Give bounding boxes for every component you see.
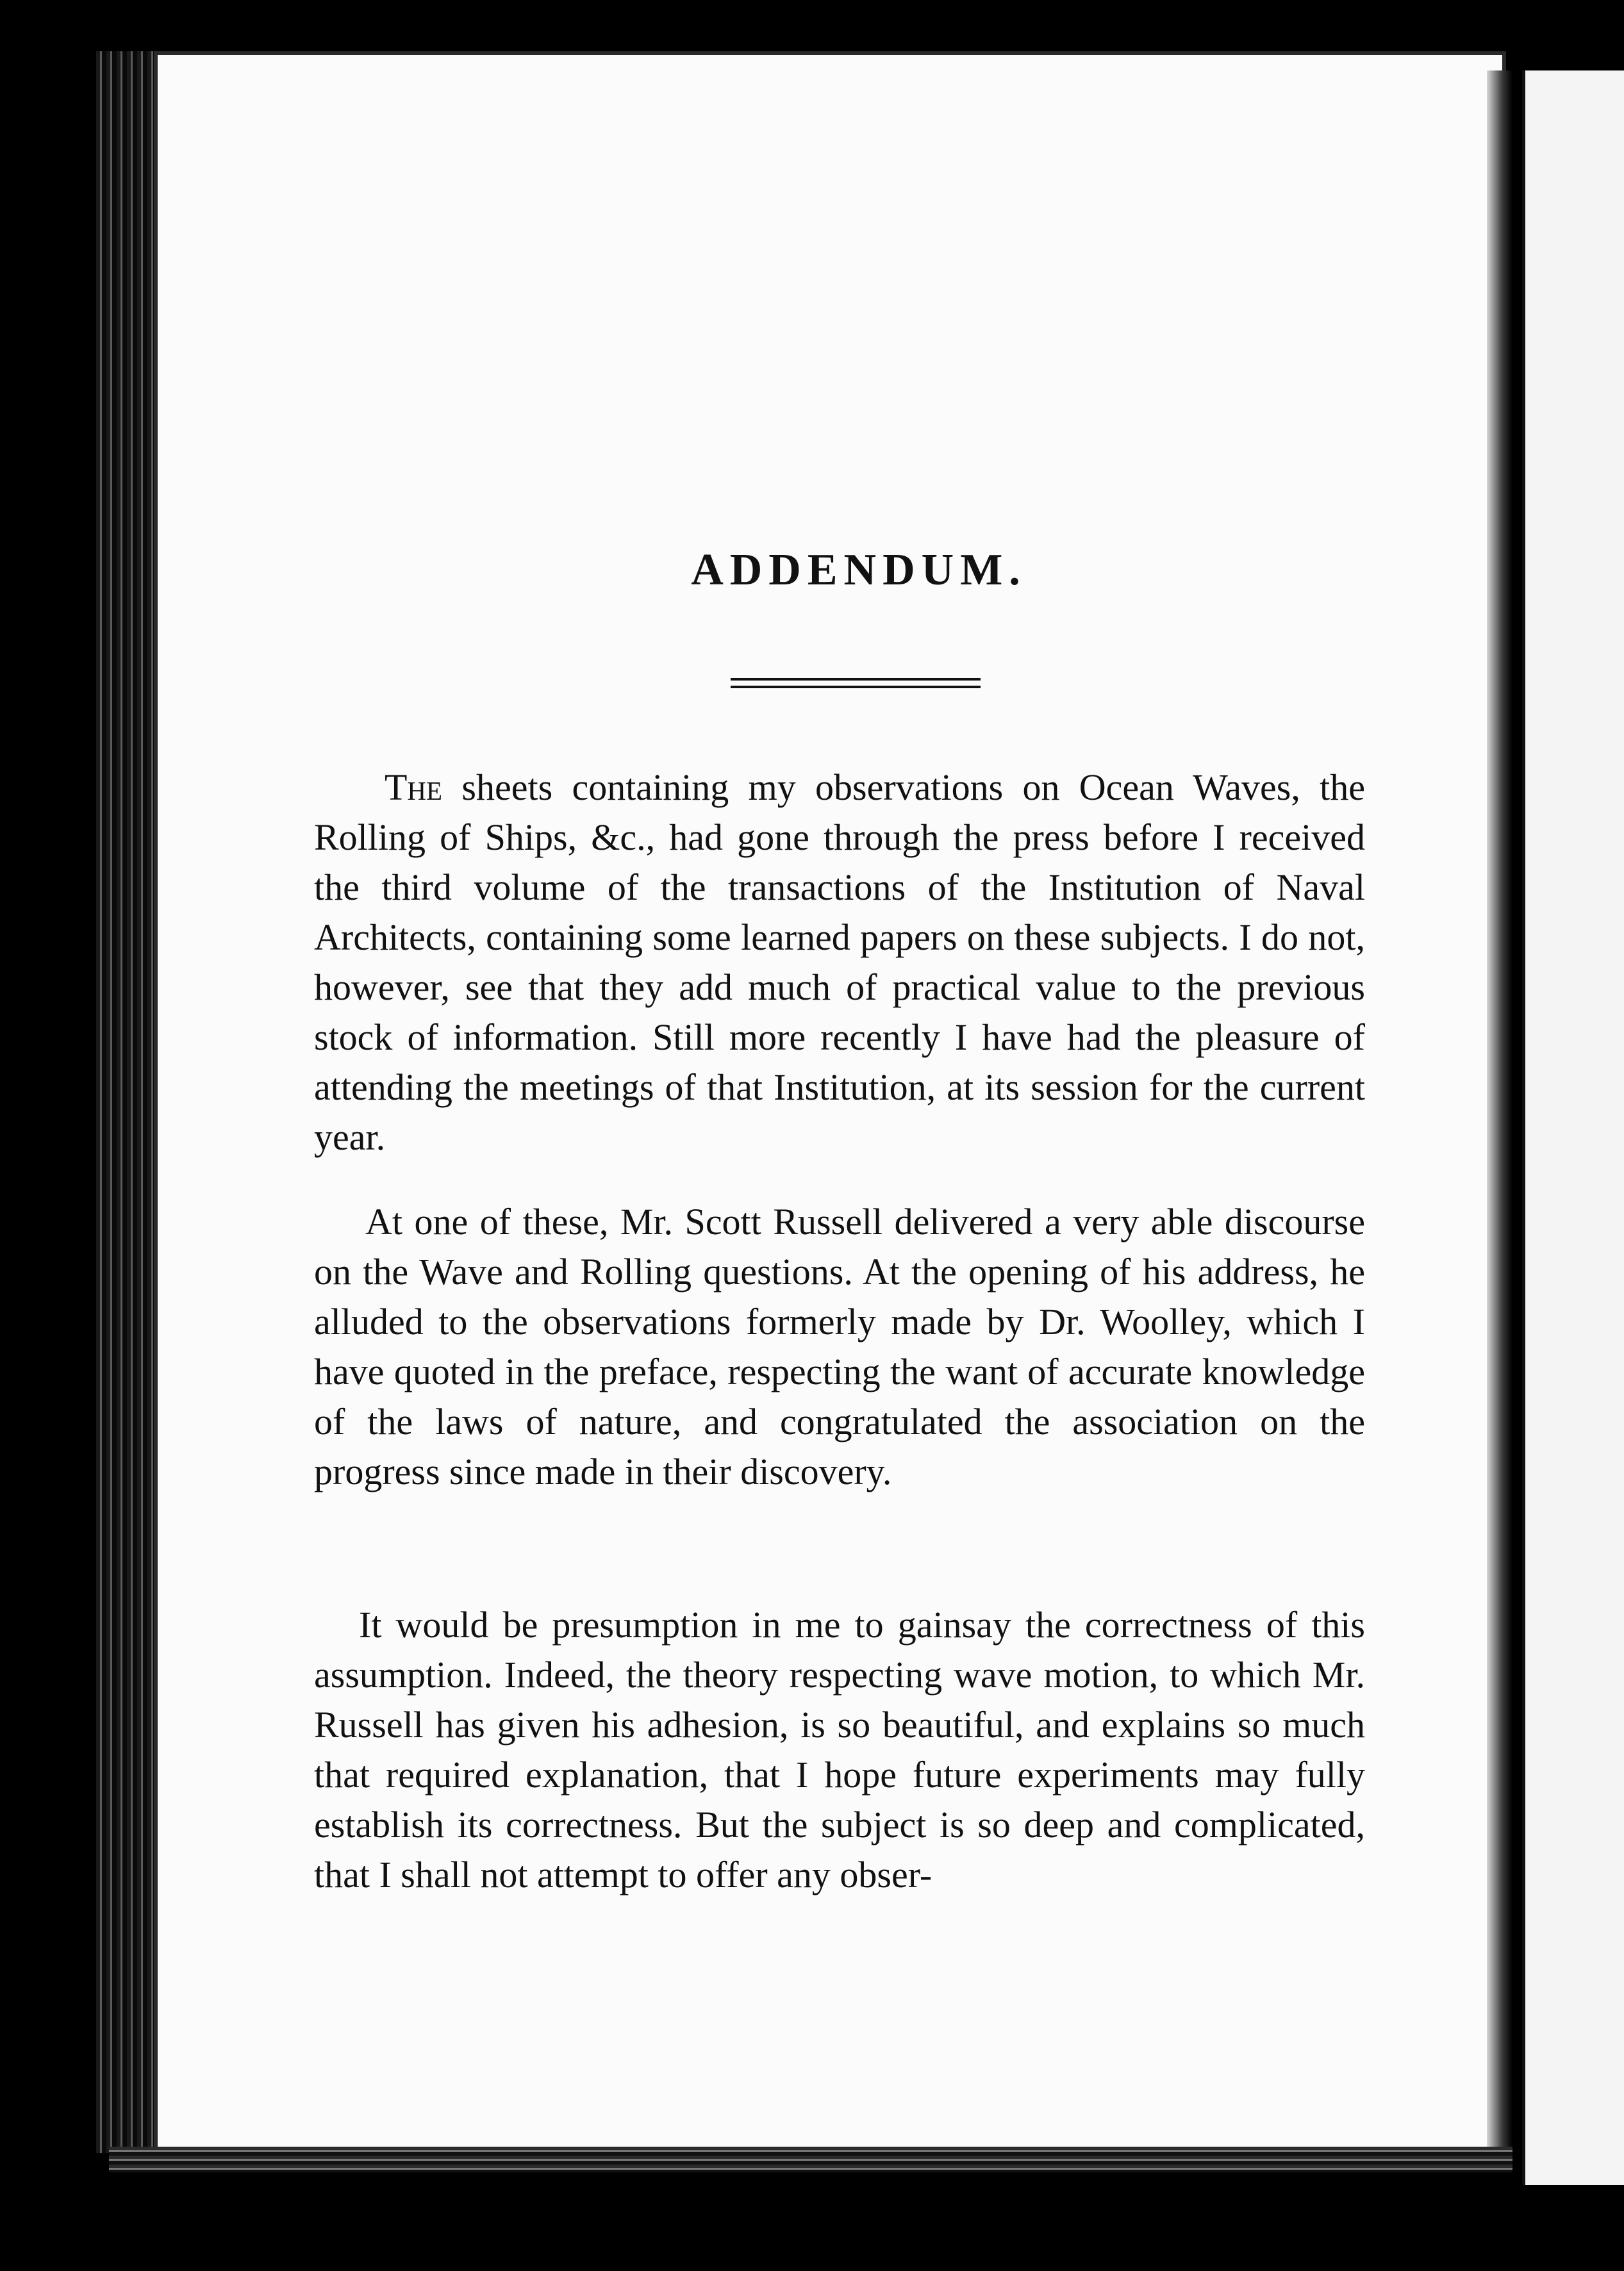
paragraph-3: It would be presumption in me to gainsay the correctness of this assumption. Indeed, the theory respecting wave motion, to which Mr. Russell has given his adhesion, is so beautiful, and explains so much that required explanation, that I hope future experiments may fully establish its correctness. But the subject is so deep and complicated, that I shall not attempt to offer any obser- (314, 1604, 1365, 1895)
heading-double-rule (731, 678, 981, 688)
next-page-sliver (1522, 70, 1624, 2185)
page-heading: ADDENDUM. (691, 545, 1027, 595)
page-gutter-shadow (1487, 70, 1512, 2160)
paragraph-1-text: sheets containing my observations on Ocean Waves, the Rolling of Ships, &c., had gone through the press before I received the third volume of the transactions of the Institution of Naval Architects, containing some learned papers on these subjects. I do not, however, see that they add much of practical value to the previous stock of information. Still more recently I have had the pleasure of attending the meetings of that Institution, at its session for the current year. (314, 766, 1365, 1158)
paragraph-1 (314, 763, 1365, 1162)
paragraph-2: At one of these, Mr. Scott Russell delivered a very able discourse on the Wave and Rolling questions. At the opening of his address, he alluded to the observations formerly made by Dr. Woolley, which I have quoted in the preface, respecting the want of accurate knowledge of the laws of nature, and congratulated the association on the progress since made in their discovery. (314, 1201, 1365, 1492)
bottom-page-edges (109, 2147, 1512, 2172)
paragraph-1-lead: The (385, 766, 443, 808)
